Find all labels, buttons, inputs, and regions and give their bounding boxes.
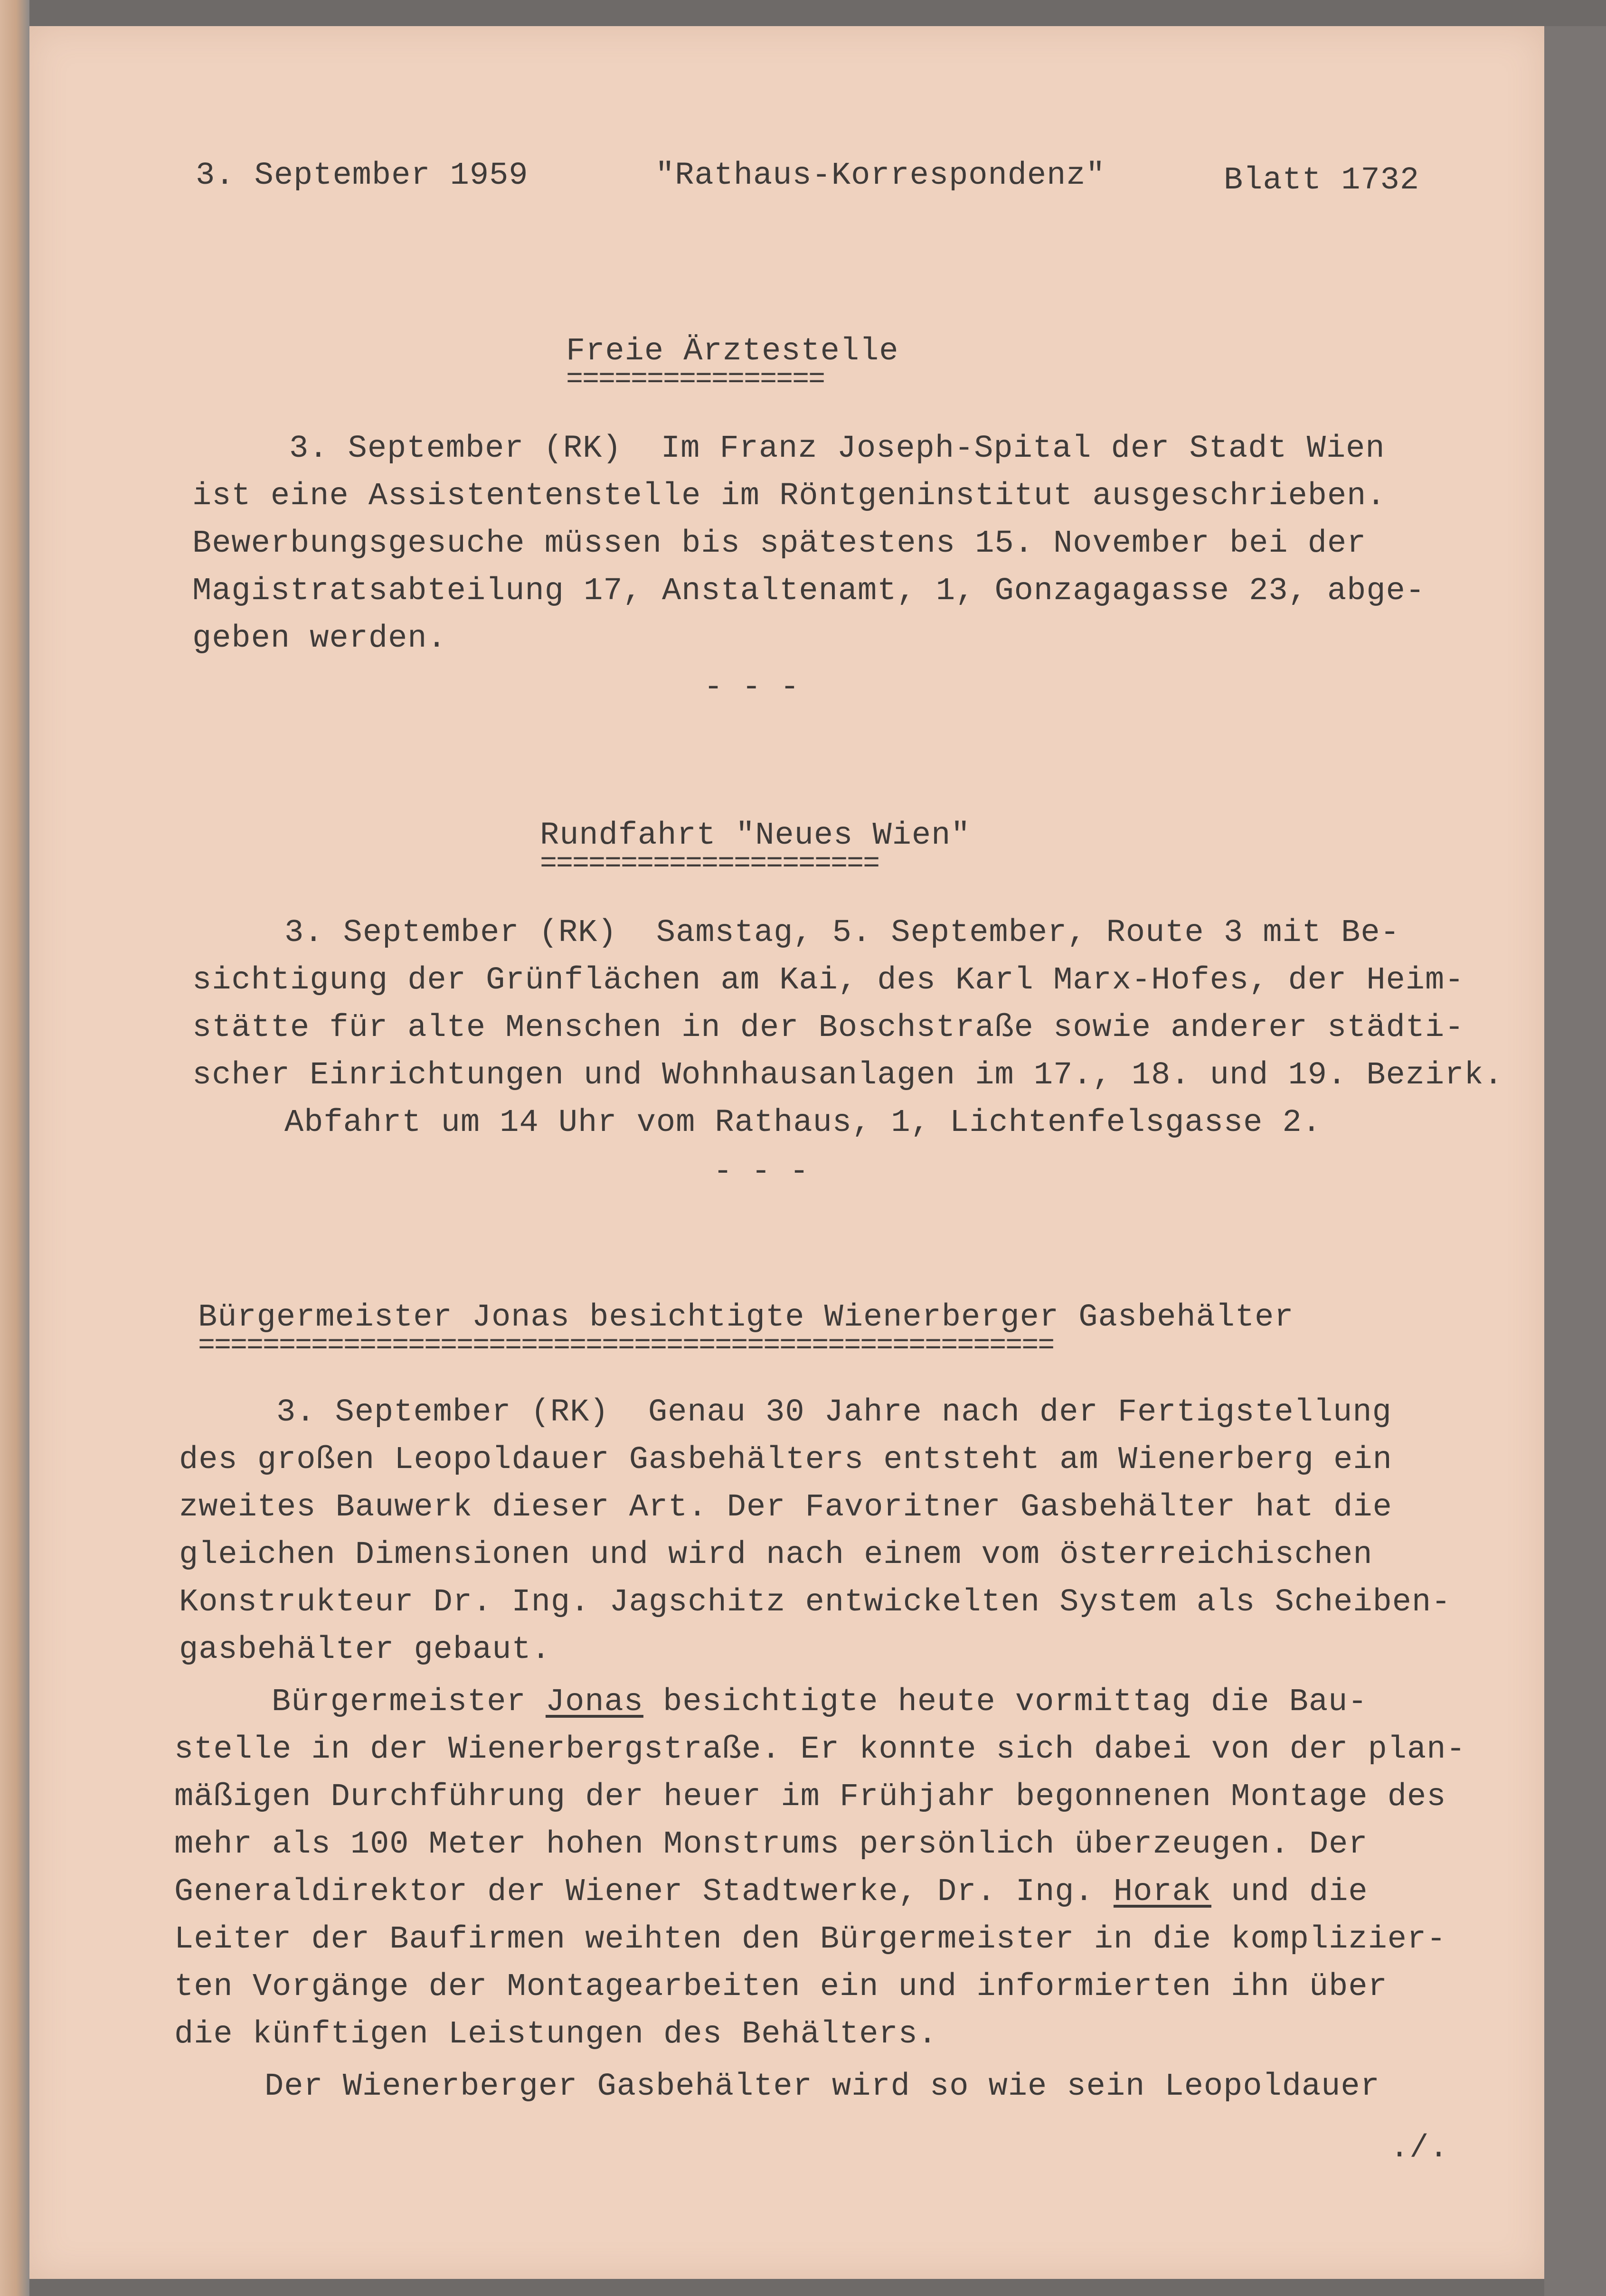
article-3-heading: Bürgermeister Jonas besichtigte Wienerberger Gasbehälter	[198, 1299, 1294, 1336]
header-date: 3. September 1959	[196, 158, 529, 194]
article-2-line-4: scher Einrichtungen und Wohnhausanlagen im 17., 18. und 19. Bezirk.	[192, 1057, 1503, 1093]
article-1-separator: - - -	[704, 669, 800, 706]
article-3-line-4: gleichen Dimensionen und wird nach einem vom österreichischen	[179, 1537, 1373, 1573]
book-binding-edge	[0, 0, 29, 2296]
article-2-line-1: 3. September (RK) Samstag, 5. September, Route 3 mit Be-	[284, 915, 1400, 951]
article-3-line-6: gasbehälter gebaut.	[179, 1632, 551, 1668]
article-1-rule: ================	[566, 366, 825, 394]
article-3-line-3: zweites Bauwerk dieser Art. Der Favoritner Gasbehälter hat die	[179, 1489, 1392, 1525]
article-3-p2-line-3: mäßigen Durchführung der heuer im Frühjahr begonnenen Montage des	[174, 1779, 1446, 1815]
article-1-line-4: Magistratsabteilung 17, Anstaltenamt, 1, Gonzagagasse 23, abge-	[192, 573, 1426, 609]
scan-background	[1544, 26, 1606, 2296]
underlined-name-horak: Horak	[1113, 1874, 1211, 1910]
article-3-p2-line-5	[174, 1868, 1368, 1916]
continuation-mark: ./.	[1390, 2130, 1449, 2166]
underlined-name-jonas: Jonas	[545, 1684, 643, 1720]
article-3-p2-line-1	[272, 1678, 1368, 1726]
article-3-rule: =====================================================	[198, 1332, 1054, 1360]
article-3-line-1: 3. September (RK) Genau 30 Jahre nach der Fertigstellung	[276, 1394, 1392, 1430]
article-3-p2-line-6: Leiter der Baufirmen weihten den Bürgermeister in die komplizier-	[174, 1921, 1446, 1957]
text-run: Generaldirektor der Wiener Stadtwerke, Dr. Ing.	[174, 1874, 1114, 1910]
article-2-rule: =====================	[540, 850, 879, 878]
article-3-p3-line-1: Der Wienerberger Gasbehälter wird so wie sein Leopoldauer	[265, 2069, 1380, 2105]
header-sheet-number: Blatt 1732	[1224, 162, 1420, 198]
article-1-heading: Freie Ärztestelle	[566, 333, 899, 369]
article-3-p2-line-8: die künftigen Leistungen des Behälters.	[174, 2016, 938, 2052]
text-run: Bürgermeister	[272, 1684, 546, 1720]
article-2-line-3: stätte für alte Menschen in der Boschstraße sowie anderer städti-	[192, 1010, 1464, 1046]
article-2-separator: - - -	[713, 1154, 809, 1190]
text-run: besichtigte heute vormittag die Bau-	[643, 1684, 1368, 1720]
article-3-p2-line-4: mehr als 100 Meter hohen Monstrums persönlich überzeugen. Der	[174, 1826, 1368, 1863]
article-3-p2-line-7: ten Vorgänge der Montagearbeiten ein und informierten ihn über	[174, 1969, 1388, 2005]
article-1-line-1: 3. September (RK) Im Franz Joseph-Spital der Stadt Wien	[289, 431, 1385, 467]
article-3-line-2: des großen Leopoldauer Gasbehälters entsteht am Wienerberg ein	[179, 1442, 1392, 1478]
article-3-p2-line-2: stelle in der Wienerbergstraße. Er konnte sich dabei von der plan-	[174, 1731, 1466, 1768]
article-3-line-5: Konstrukteur Dr. Ing. Jagschitz entwickelten System als Scheiben-	[179, 1584, 1451, 1620]
article-2-heading: Rundfahrt "Neues Wien"	[540, 818, 971, 854]
article-2-line-2: sichtigung der Grünflächen am Kai, des Karl Marx-Hofes, der Heim-	[192, 962, 1464, 998]
article-1-line-3: Bewerbungsgesuche müssen bis spätestens 15. November bei der	[192, 526, 1367, 562]
typewritten-page	[29, 26, 1544, 2279]
article-2-line-5: Abfahrt um 14 Uhr vom Rathaus, 1, Lichtenfelsgasse 2.	[284, 1105, 1322, 1141]
header-publication: "Rathaus-Korrespondenz"	[655, 158, 1105, 194]
article-1-line-2: ist eine Assistentenstelle im Röntgeninstitut ausgeschrieben.	[192, 478, 1386, 514]
text-run: und die	[1211, 1874, 1368, 1910]
article-1-line-5: geben werden.	[192, 621, 447, 657]
